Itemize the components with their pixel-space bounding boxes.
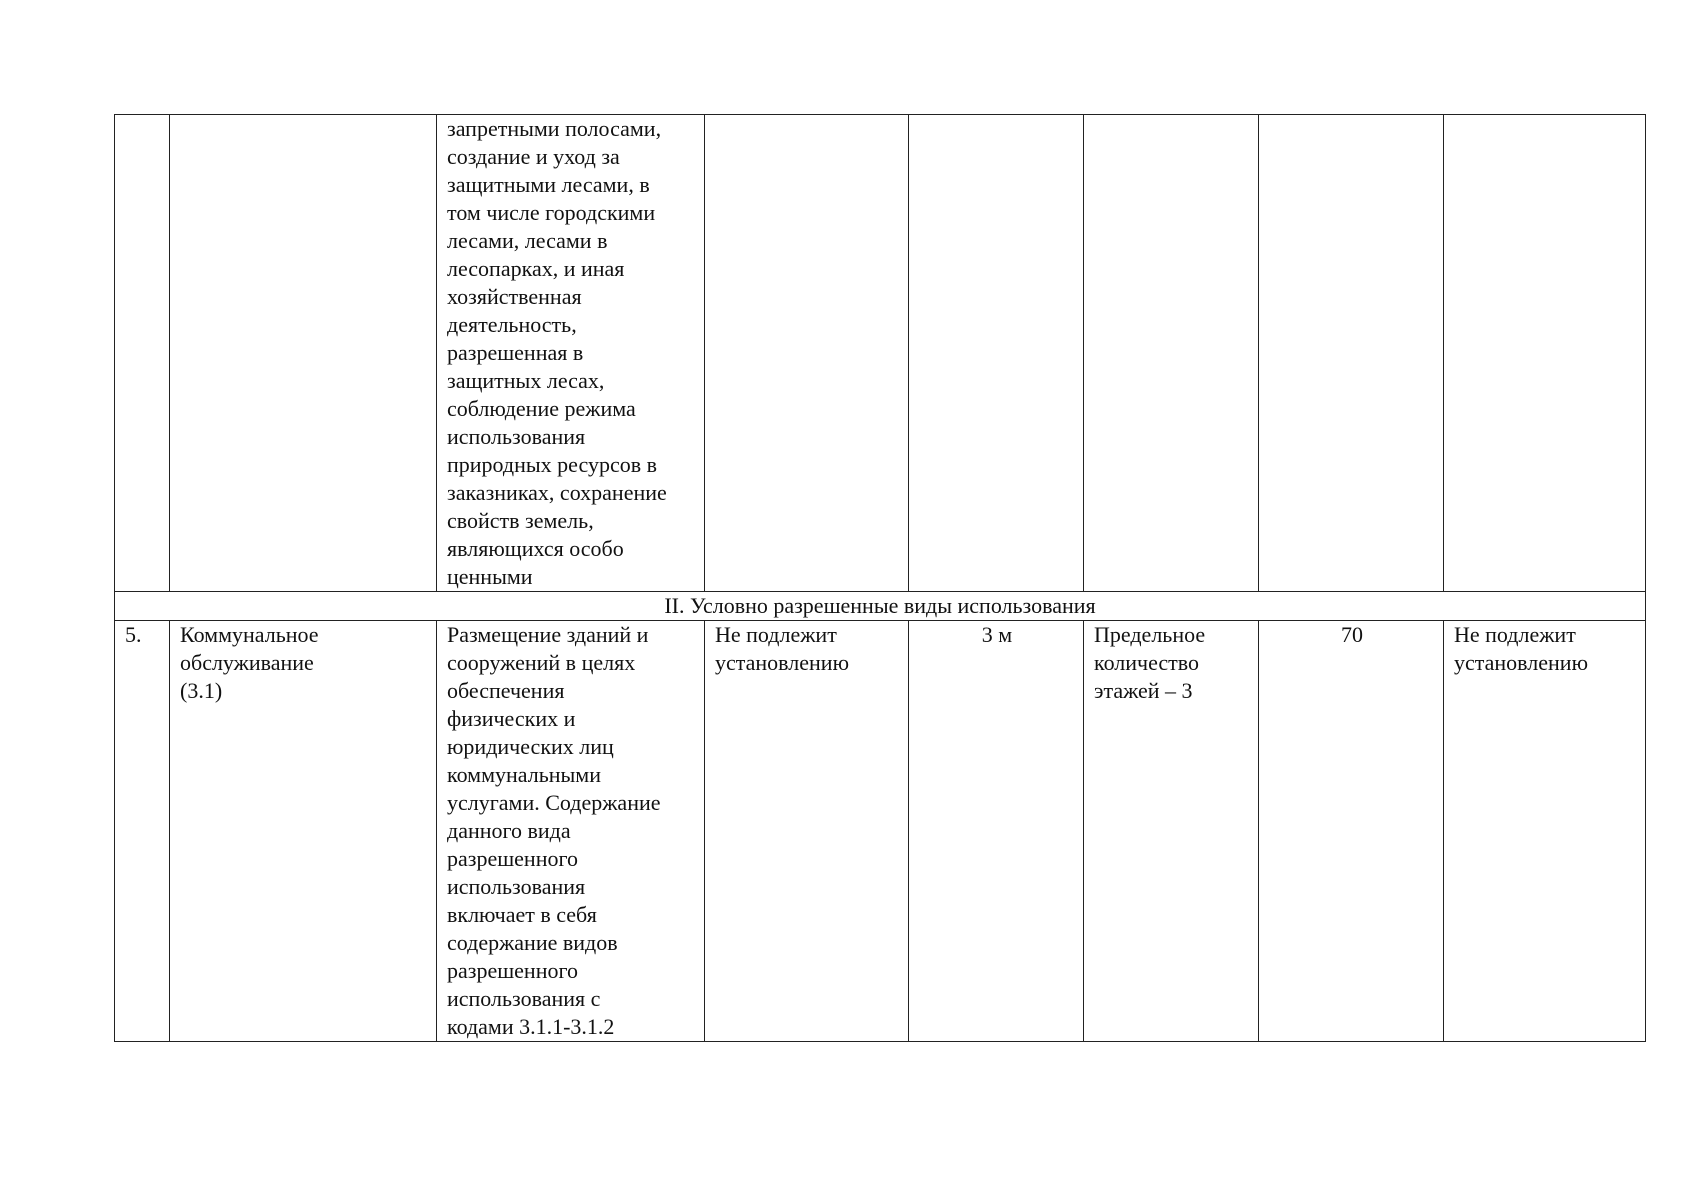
- cell-description: запретными полосами, создание и уход за защитными лесами, в том числе городскими лесами, лесами в лесопарках, и иная хозяйственная деятельность, разрешенная в защитных лесах, соблюдение режима использования природных ресурсов в заказниках, сохранение свойств земель, являющихся особо ценными: [437, 115, 705, 592]
- cell-col4: [705, 115, 909, 592]
- zoning-table: [114, 114, 1646, 1042]
- cell-coverage: 70: [1259, 621, 1444, 1042]
- cell-other: Не подлежит установлению: [1444, 621, 1646, 1042]
- cell-floors: Предельное количество этажей – 3: [1084, 621, 1259, 1042]
- cell-number: 5.: [115, 621, 170, 1042]
- cell-col6: [1084, 115, 1259, 592]
- cell-use-name: Коммунальное обслуживание (3.1): [170, 621, 437, 1042]
- cell-min-area: Не подлежит установлению: [705, 621, 909, 1042]
- cell-description: Размещение зданий и сооружений в целях обеспечения физических и юридических лиц коммунальными услугами. Содержание данного вида разрешенного использования включает в себя содержание видов разрешенного использования с кодами 3.1.1-3.1.2: [437, 621, 705, 1042]
- cell-col8: [1444, 115, 1646, 592]
- cell-setback: 3 м: [909, 621, 1084, 1042]
- continuation-row: [115, 115, 1646, 592]
- cell-number: [115, 115, 170, 592]
- cell-col5: [909, 115, 1084, 592]
- cell-col7: [1259, 115, 1444, 592]
- section-header: II. Условно разрешенные виды использования: [115, 592, 1646, 621]
- table-row: [115, 621, 1646, 1042]
- section-row: [115, 592, 1646, 621]
- cell-use-name: [170, 115, 437, 592]
